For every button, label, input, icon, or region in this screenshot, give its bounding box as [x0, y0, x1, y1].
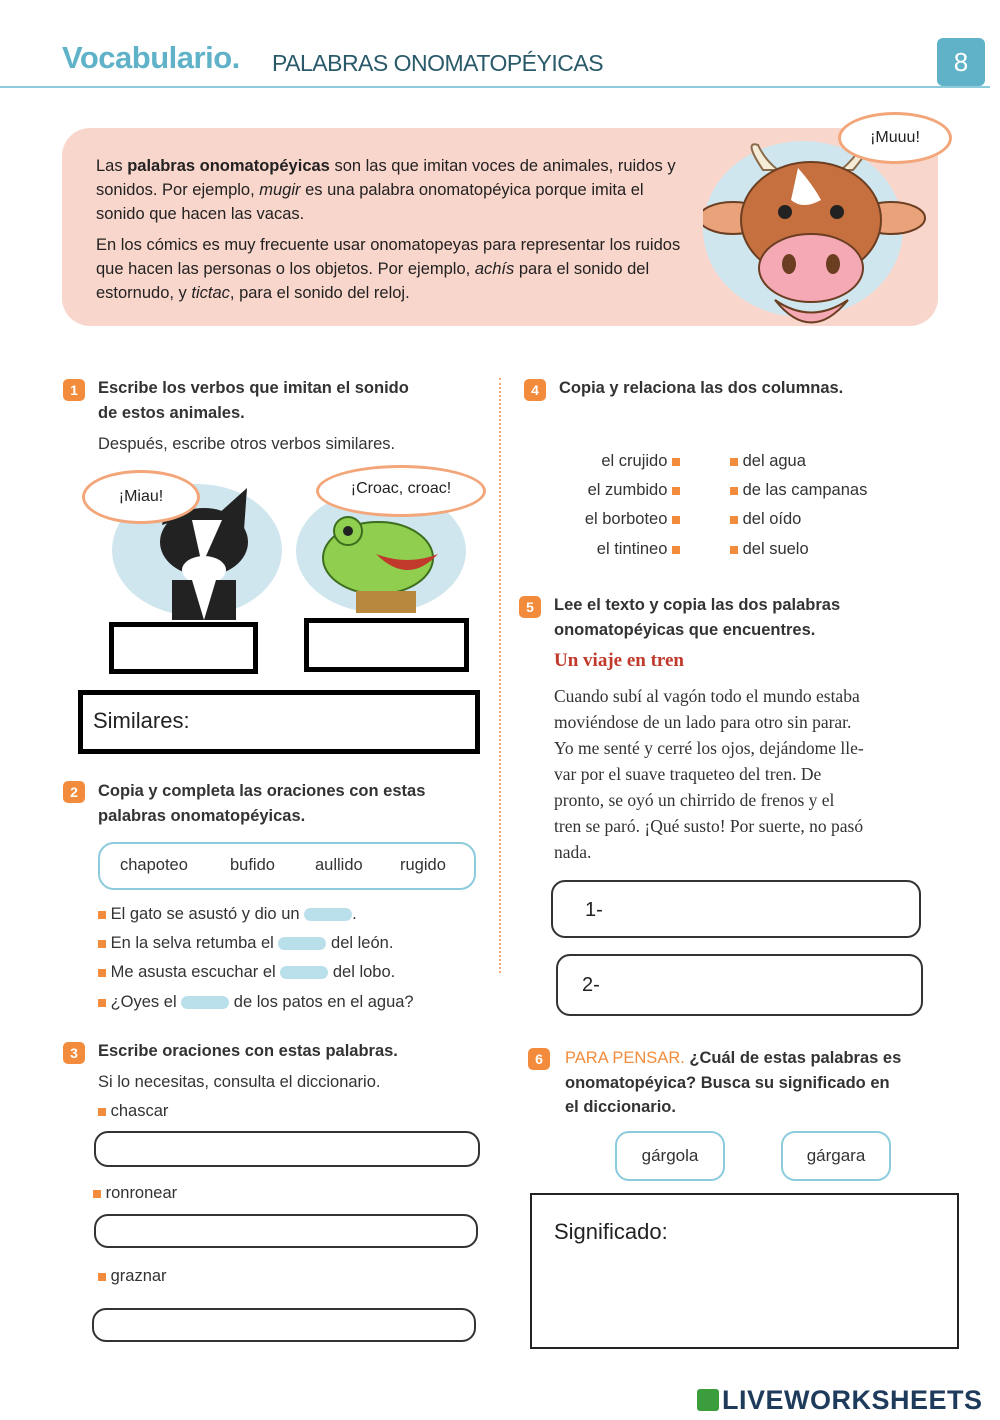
blank-field[interactable] [280, 966, 328, 979]
word-bank-item: aullido [315, 856, 363, 874]
exercise-1-instruction-line-1: Escribe los verbos que imitan el sonido [98, 379, 409, 397]
footer-brand: LIVEWORKSHEETS [722, 1385, 983, 1415]
ex5-answer-box-1[interactable] [551, 880, 921, 938]
ex3-word-3: graznar [98, 1267, 167, 1286]
word-bank-2 [98, 842, 476, 890]
blank-field[interactable] [278, 937, 326, 950]
word-bank-item: rugido [400, 856, 446, 874]
page-title: Vocabulario. [62, 40, 240, 75]
relate-right-item[interactable]: de las campanas [730, 481, 867, 500]
word-option-gargola: gárgola [615, 1131, 725, 1181]
cow-icon [703, 140, 933, 350]
word-bank-item: chapoteo [120, 856, 188, 874]
story-line: var por el suave traqueteo del tren. De [554, 764, 822, 784]
intro-paragraph-1: Las palabras onomatopéyicas son las que imitan voces de animales, ruidos y sonidos. Por ejemplo, mugir es una palabra onomatopéyica porque imita el sonido que hacen las vacas. [96, 157, 676, 223]
story-title: Un viaje en tren [554, 650, 684, 671]
header-divider [0, 86, 990, 88]
sentence-2-4: ¿Oyes el de los patos en el agua? [98, 993, 414, 1012]
exercise-5-instruction-line-1: Lee el texto y copia las dos palabras [554, 596, 841, 614]
sentence-2-1: El gato se asustó y dio un . [98, 905, 357, 924]
story-line: nada. [554, 842, 592, 862]
exercise-3-instruction-line-1: Escribe oraciones con estas palabras. [98, 1042, 398, 1060]
relate-right-item[interactable]: del suelo [730, 540, 809, 559]
story-text [554, 683, 939, 865]
ex3-answer-box-2[interactable] [94, 1214, 478, 1248]
exercise-6-instruction-line-3: el diccionario. [565, 1098, 676, 1116]
story-line: Yo me senté y cerré los ojos, dejándome lle- [554, 738, 864, 758]
story-line: tren se paró. ¡Qué susto! Por suerte, no pasó [554, 816, 864, 836]
story-line: moviéndose de un lado para otro sin parar. [554, 712, 852, 732]
ex3-word-2: ronronear [93, 1184, 177, 1203]
relate-right-item[interactable]: del oído [730, 510, 801, 529]
similares-answer-box[interactable] [78, 690, 480, 754]
exercise-2-instruction-line-2: palabras onomatopéyicas. [98, 807, 306, 825]
exercise-5-number: 5 [519, 596, 541, 618]
blank-field[interactable] [181, 996, 229, 1009]
ex3-word-1: chascar [98, 1102, 168, 1121]
story-line: Cuando subí al vagón todo el mundo estaba [554, 686, 860, 706]
exercise-6-number: 6 [528, 1048, 550, 1070]
cow-speech-bubble: ¡Muuu! [838, 112, 952, 164]
frog-verb-answer-box[interactable] [304, 618, 469, 672]
liveworksheets-logo-icon [697, 1389, 719, 1411]
relate-right-item[interactable]: del agua [730, 452, 806, 471]
relate-left-item[interactable]: el borboteo [560, 510, 680, 529]
exercise-2-number: 2 [63, 781, 85, 803]
relate-left-item[interactable]: el tintineo [560, 540, 680, 559]
similares-label: Similares: [93, 708, 190, 733]
cat-speech-bubble: ¡Miau! [82, 470, 200, 524]
sentence-2-3: Me asusta escuchar el del lobo. [98, 963, 395, 982]
frog-speech-bubble: ¡Croac, croac! [316, 465, 486, 517]
relate-left-item[interactable]: el zumbido [560, 481, 680, 500]
page-number: 8 [937, 38, 985, 86]
intro-paragraph-2: En los cómics es muy frecuente usar onomatopeyas para representar los ruidos que hacen las personas o los objetos. Por ejemplo, achís para el sonido del estornudo, y tictac, para el sonido del reloj. [96, 236, 681, 302]
exercise-6-instruction-line-1: PARA PENSAR. ¿Cuál de estas palabras es [565, 1049, 902, 1067]
cat-verb-answer-box[interactable] [109, 622, 258, 674]
column-divider [499, 378, 501, 973]
exercise-2-instruction-line-1: Copia y completa las oraciones con estas [98, 782, 426, 800]
exercise-1-instruction-line-2: de estos animales. [98, 404, 245, 422]
relate-left-item[interactable]: el crujido [560, 452, 680, 471]
exercise-5-instruction-line-2: onomatopéyicas que encuentres. [554, 621, 816, 639]
exercise-3-instruction-line-2: Si lo necesitas, consulta el diccionario. [98, 1073, 381, 1091]
word-bank-item: bufido [230, 856, 275, 874]
exercise-1-number: 1 [63, 379, 85, 401]
ex5-answer-box-2[interactable] [556, 954, 923, 1016]
meaning-label: Significado: [554, 1219, 668, 1244]
exercise-1-subinstruction: Después, escribe otros verbos similares. [98, 435, 396, 453]
ex3-answer-box-1[interactable] [94, 1131, 480, 1167]
blank-field[interactable] [304, 908, 352, 921]
sentence-2-2: En la selva retumba el del león. [98, 934, 393, 953]
answer-1-label: 1- [585, 899, 603, 921]
exercise-3-number: 3 [63, 1042, 85, 1064]
exercise-4-instruction: Copia y relaciona las dos columnas. [559, 379, 844, 397]
exercise-4-number: 4 [524, 379, 546, 401]
answer-2-label: 2- [582, 974, 600, 996]
word-option-gargara: gárgara [781, 1131, 891, 1181]
meaning-answer-box[interactable] [530, 1193, 959, 1349]
page-subtitle: PALABRAS ONOMATOPÉYICAS [272, 50, 604, 76]
story-line: pronto, se oyó un chirrido de frenos y el [554, 790, 835, 810]
ex3-answer-box-3[interactable] [92, 1308, 476, 1342]
exercise-6-instruction-line-2: onomatopéyica? Busca su significado en [565, 1074, 890, 1092]
